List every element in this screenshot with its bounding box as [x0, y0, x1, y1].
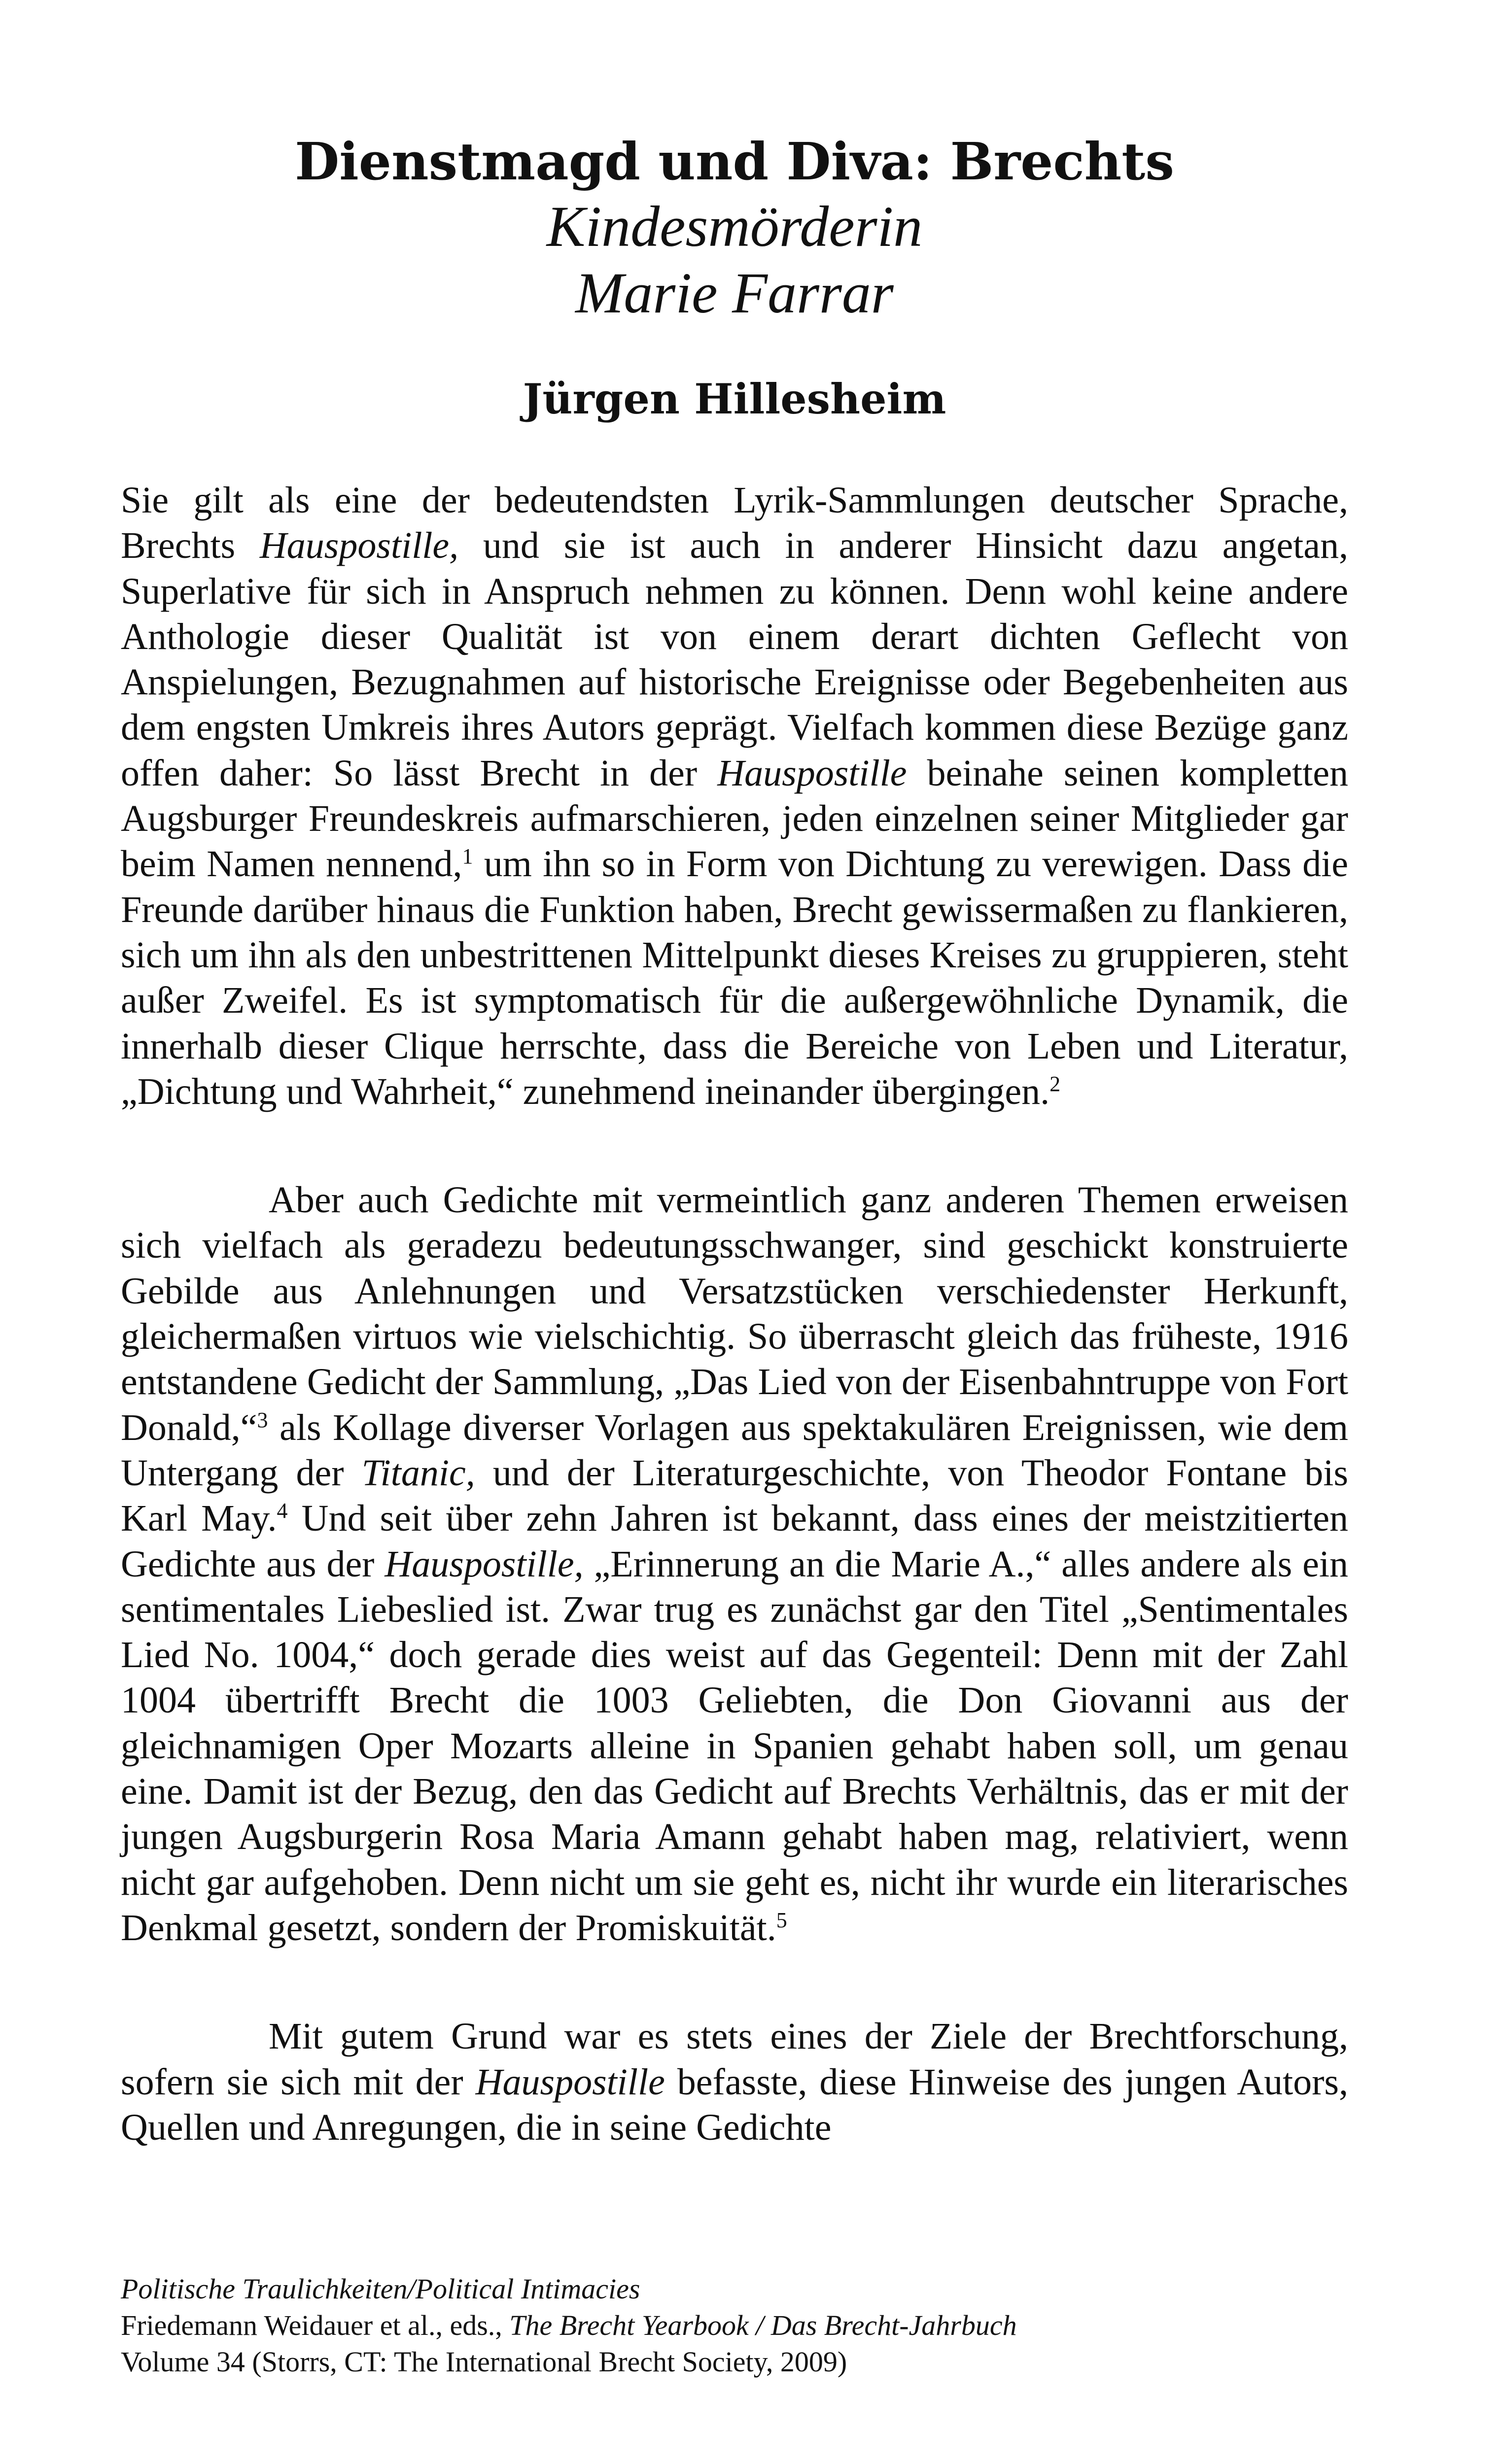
author-name: Jürgen Hillesheim — [523, 375, 946, 423]
text-segment: „Erinnerung an die Marie A.,“ alles andere als ein sentimentales Liebeslied ist. Zwar trug es zunächst gar den Titel „Sentimentales Lied No. 1004,“ doch gerade dies weist auf das Gegenteil: Denn mit der Zahl 1004 übertrifft Brecht die 1003 Geliebten, die Don Giovanni aus der gleichnamigen Oper Mozarts alleine in Spanien gehabt haben soll, um genau eine. Damit ist der Bezug, den das Gedicht auf Brechts Verhältnis, das er mit der jungen Augsburgerin Rosa Maria Amann gehabt haben mag, relativiert, wenn nicht gar aufgehoben. Denn nicht um sie geht es, nicht ihr wurde ein literarisches Denkmal gesetzt, sondern der Promiskuität. — [121, 1543, 1348, 1949]
article-page — [121, 129, 1348, 2150]
text-segment: um ihn so in Form von Dichtung zu verewigen. Dass die Freunde darüber hinaus die Funktion haben, Brecht gewissermaßen zu flankieren, sich um ihn als den unbestrittenen Mittelpunkt dieses Kreises zu gruppieren, steht außer Zweifel. Es ist symptomatisch für die außergewöhnliche Dynamik, die innerhalb dieser Clique herrschte, dass die Bereiche von Leben und Literatur, „Dichtung und Wahrheit,“ zunehmend ineinander übergingen. — [121, 843, 1348, 1112]
italic-text: Titanic, — [361, 1452, 475, 1494]
text-segment: Sie gilt als eine der bedeutendsten Lyrik-Sammlungen deutscher Sprache, Brechts — [121, 479, 1348, 567]
italic-text: Hauspostille — [717, 752, 907, 794]
footnote-reference: 5 — [776, 1908, 787, 1932]
title-italic-line1: Kindesmörderin — [546, 194, 923, 259]
publication-footer — [121, 2271, 1017, 2380]
body-paragraph — [121, 2014, 1348, 2150]
article-title — [121, 129, 1348, 327]
footer-volume: Volume 34 (Storrs, CT: The International Brecht Society, 2009) — [121, 2346, 847, 2378]
footnote-reference: 1 — [462, 844, 473, 869]
title-main: Dienstmagd und Diva: Brechts — [295, 131, 1174, 192]
italic-text: Hauspostille, — [385, 1543, 584, 1585]
article-body — [121, 478, 1348, 2150]
footnote-reference: 2 — [1049, 1071, 1061, 1096]
text-segment: Mit gutem Grund war es stets eines der Ziele der Brechtforschung, sofern sie sich mit der — [121, 2016, 1348, 2103]
footer-editors: Friedemann Weidauer et al., eds., The Brecht Yearbook / Das Brecht-Jahrbuch — [121, 2309, 1017, 2341]
footnote-reference: 4 — [277, 1499, 288, 1523]
text-segment: Aber auch Gedichte mit vermeintlich ganz anderen Themen erweisen sich vielfach als geradezu bedeutungsschwanger, sind geschickt konstruierte Gebilde aus Anlehnungen und Versatzstücken verschiedenster Herkunft, gleichermaßen virtuos wie vielschichtig. So überrascht gleich das früheste, 1916 entstandene Gedicht der Sammlung, „Das Lied von der Eisenbahntruppe von Fort Donald,“ — [121, 1179, 1348, 1448]
body-paragraph — [121, 478, 1348, 1114]
italic-text: Hauspostille — [475, 2061, 665, 2103]
text-segment: als Kollage diverser Vorlagen aus spektakulären Ereignissen, wie dem Untergang der — [121, 1406, 1348, 1494]
text-segment: beinahe seinen kompletten Augsburger Freundeskreis aufmarschieren, jeden einzelnen seiner Mitglieder gar beim Namen nennend, — [121, 752, 1348, 885]
title-italic-line2: Marie Farrar — [575, 261, 894, 325]
text-segment: und der Literaturgeschichte, von Theodor Fontane bis Karl May. — [121, 1452, 1348, 1540]
text-segment: befasste, diese Hinweise des jungen Autors, Quellen und Anregungen, die in seine Gedichte — [121, 2061, 1348, 2148]
italic-text: Hauspostille, — [259, 525, 459, 567]
footer-series-title: Politische Traulichkeiten/Political Intimacies — [121, 2273, 640, 2305]
text-segment: Und seit über zehn Jahren ist bekannt, dass eines der meistzitierten Gedichte aus der — [121, 1498, 1348, 1585]
text-segment: und sie ist auch in anderer Hinsicht dazu angetan, Superlative für sich in Anspruch nehmen zu können. Denn wohl keine andere Anthologie dieser Qualität ist von einem derart dichten Geflecht von Anspielungen, Bezugnahmen auf historische Ereignisse oder Begebenheiten aus dem engsten Umkreis ihres Autors geprägt. Vielfach kommen diese Bezüge ganz offen daher: So lässt Brecht in der — [121, 525, 1348, 794]
body-paragraph — [121, 1177, 1348, 1951]
footnote-reference: 3 — [257, 1407, 268, 1432]
